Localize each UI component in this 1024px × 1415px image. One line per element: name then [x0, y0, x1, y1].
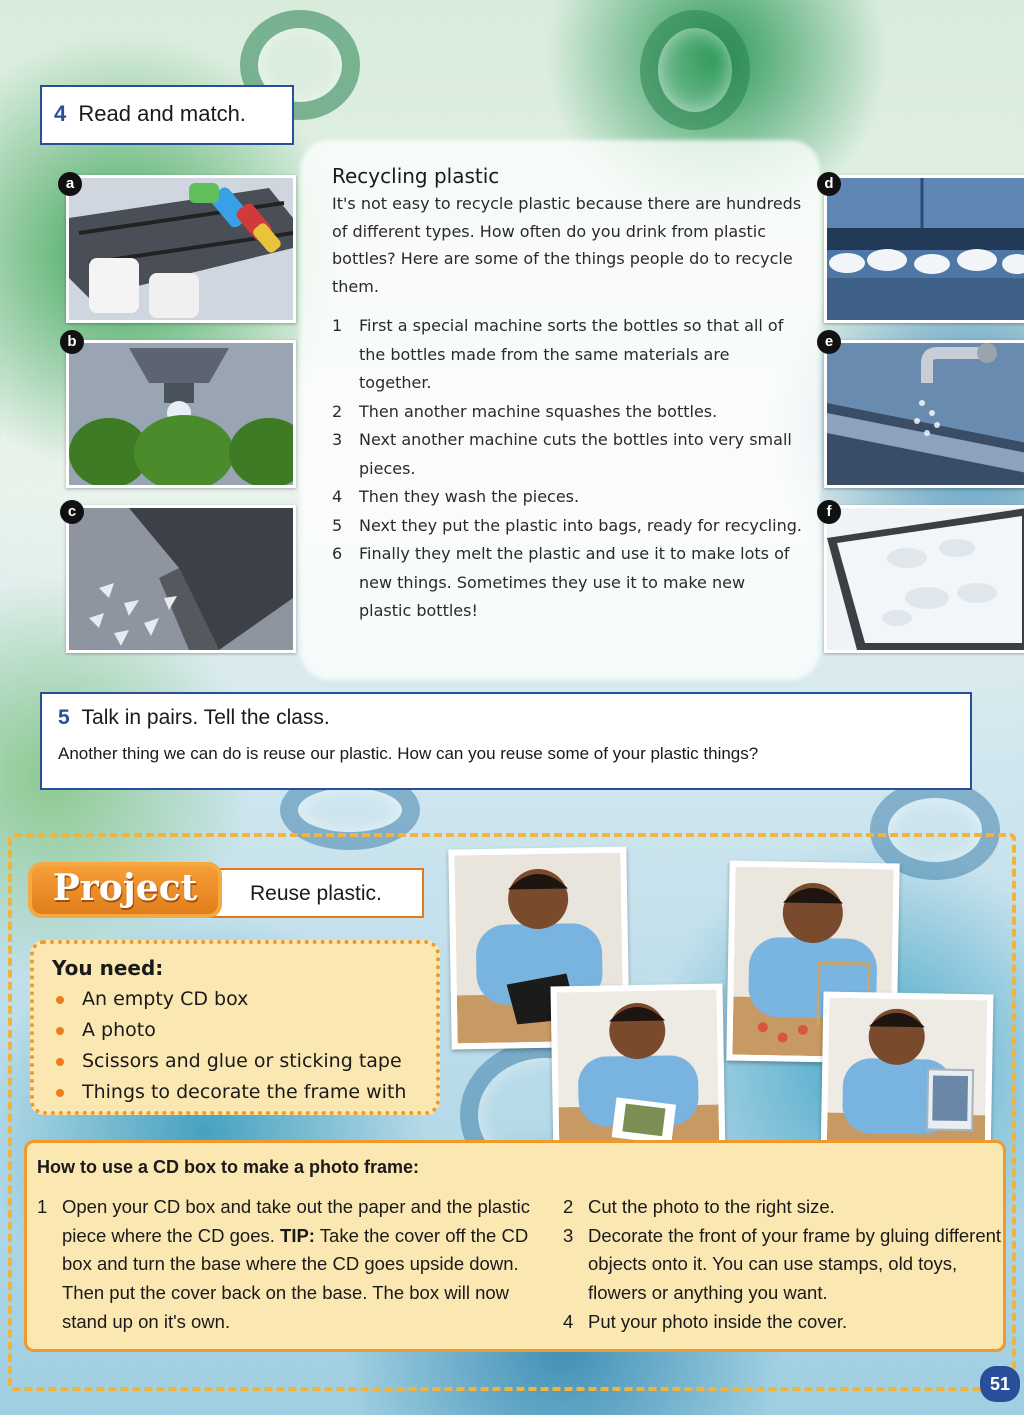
picture-d-squashing [824, 175, 1024, 323]
you-need-box [30, 940, 440, 1115]
picture-label-e: e [817, 330, 841, 354]
list-item: An empty CD box [52, 984, 418, 1015]
boy-finished-frame-photo [827, 998, 988, 1159]
picture-label-b: b [60, 330, 84, 354]
reading-passage [332, 164, 802, 626]
list-item: A photo [52, 1015, 418, 1046]
project-badge: Project [28, 862, 222, 918]
activity-5-box [40, 692, 972, 790]
you-need-heading: You need: [52, 956, 164, 980]
bags-illustration [69, 343, 293, 485]
list-item: Things to decorate the frame with [52, 1077, 418, 1108]
list-item: 4 Put your photo inside the cover. [563, 1310, 848, 1332]
tip-label: TIP: [280, 1224, 315, 1246]
picture-label-c: c [60, 500, 84, 524]
list-item: 6 Finally they melt the plastic and use it to make lots of new things. Sometimes they use it to make new plastic bottles! [332, 544, 790, 620]
list-item: 2 Cut the photo to the right size. [563, 1196, 835, 1217]
boy-cutting-photo-2 [557, 990, 720, 1156]
list-item: 3 Next another machine cuts the bottles into very small pieces. [332, 430, 792, 478]
picture-label-a: a [58, 172, 82, 196]
activity-number: 4 [54, 101, 67, 126]
list-item: 1 Open your CD box and take out the paper and the plastic piece where the CD goes. TIP: Take the cover off the CD box and turn the base where the CD goes upside down. Then put the cover back on the base. The box will now stand up on it's own. [37, 1196, 530, 1332]
activity-4-heading [40, 85, 294, 145]
activity-number: 5 [58, 706, 70, 729]
reading-intro: It's not easy to recycle plastic because there are hundreds of different types. How often do you drink from plastic bottles? Here are some of the things people do to recycle them. [332, 194, 802, 296]
melted-plastic-illustration [827, 508, 1024, 650]
project-title: Reuse plastic. [208, 868, 424, 918]
picture-label-f: f [817, 500, 841, 524]
recycling-steps-list [332, 312, 802, 626]
how-to-heading: How to use a CD box to make a photo frame: [37, 1157, 420, 1177]
how-to-steps-left [37, 1193, 557, 1337]
reading-title: Recycling plastic [332, 164, 500, 188]
list-item: 1 First a special machine sorts the bottles so that all of the bottles made from the same materials are together. [332, 316, 784, 392]
list-item: 3 Decorate the front of your frame by gluing different objects onto it. You can use stamps, old toys, flowers or anything you want. [563, 1224, 1002, 1304]
photo-step-cutting-photo [550, 984, 725, 1162]
materials-list [52, 984, 418, 1108]
list-item: Scissors and glue or sticking tape [52, 1046, 418, 1077]
discussion-question: Another thing we can do is reuse our plastic. How can you reuse some of your plastic things? [58, 744, 759, 763]
activity-instruction: Read and match. [78, 101, 246, 126]
list-item: 2 Then another machine squashes the bottles. [332, 401, 718, 421]
how-to-steps-right [563, 1193, 1003, 1337]
cutting-machine-illustration [69, 508, 293, 650]
washing-illustration [827, 343, 1024, 485]
picture-e-washing [824, 340, 1024, 488]
how-to-instructions-box [24, 1140, 1006, 1352]
photo-step-finished-frame [821, 992, 994, 1165]
picture-c-cutting [66, 505, 296, 653]
bottle-ring-decoration [640, 10, 750, 130]
picture-a-conveyor-sorting [66, 175, 296, 323]
list-item: 4 Then they wash the pieces. [332, 487, 580, 506]
list-item: 5 Next they put the plastic into bags, ready for recycling. [332, 515, 802, 535]
picture-label-d: d [817, 172, 841, 196]
squashing-machine-illustration [827, 178, 1024, 320]
page-number: 51 [980, 1366, 1020, 1402]
picture-b-bagging [66, 340, 296, 488]
picture-f-melting [824, 505, 1024, 653]
conveyor-illustration [69, 178, 293, 320]
activity-instruction: Talk in pairs. Tell the class. [81, 706, 330, 729]
activity-5-heading [58, 706, 954, 730]
